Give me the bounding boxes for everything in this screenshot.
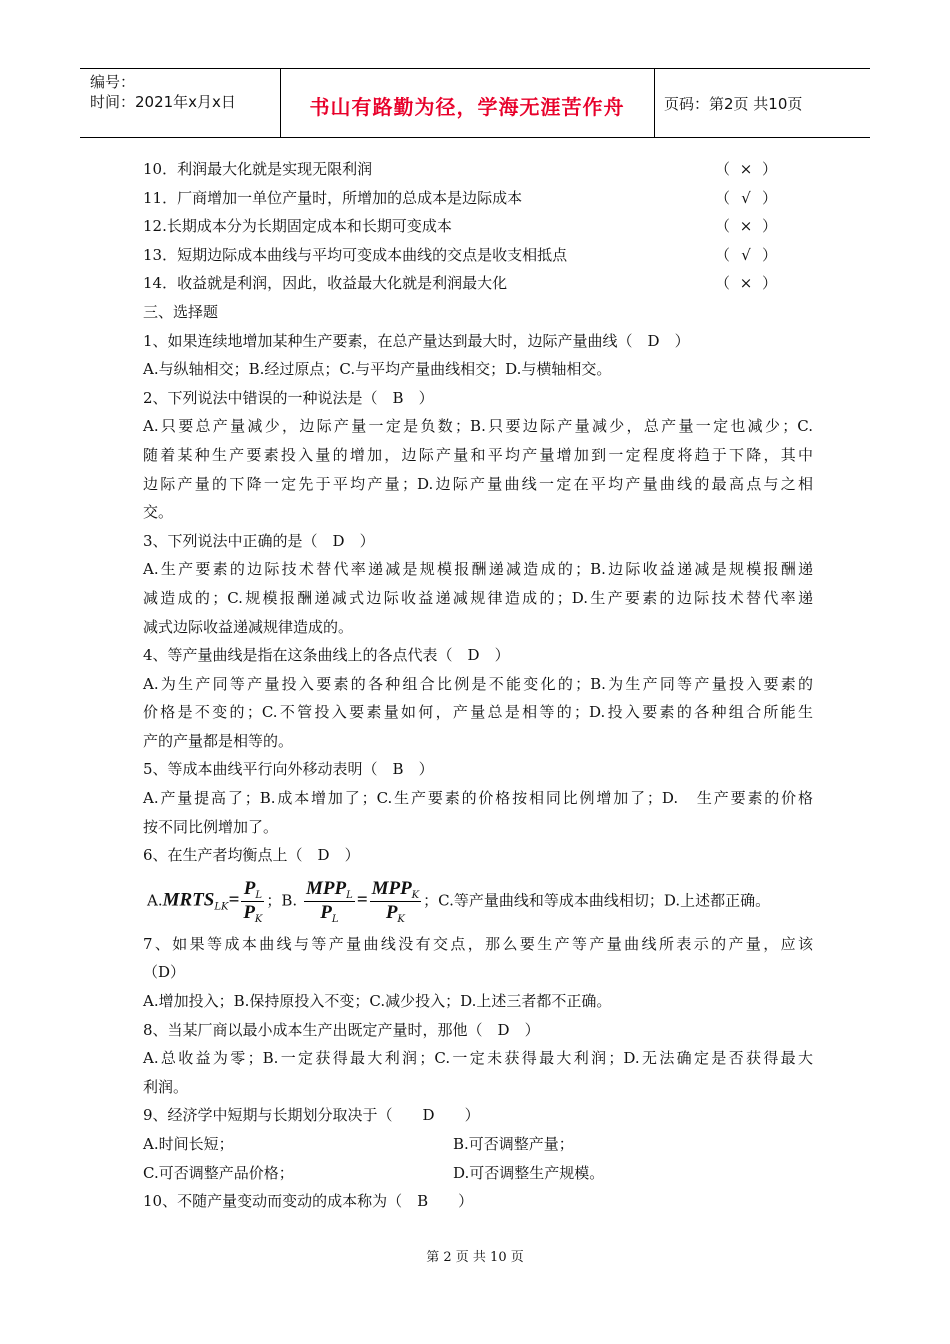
time-label: 时间：2021年x月x日 (90, 93, 236, 111)
question-9-row (143, 1130, 813, 1159)
judgment-text: 10．利润最大化就是实现无限利润 (143, 160, 373, 178)
question-2-line: 交。 (143, 503, 174, 522)
judgment-mark: √ (741, 188, 751, 207)
judgment-item (143, 269, 813, 298)
question-9-stem: 9、经济学中短期与长期划分取决于（ D ） (143, 1106, 480, 1125)
question-9-option-c: C.可否调整产品价格； (143, 1163, 294, 1182)
question-2-stem: 2、下列说法中错误的一种说法是（ B ） (143, 388, 434, 407)
judgment-answer: （ × ） (715, 217, 777, 236)
document-body (143, 155, 813, 1216)
mrts-symbol: MRTS (162, 889, 215, 911)
question-7-stem: 7、如果等成本曲线与等产量曲线没有交点，那么要生产等产量曲线所表示的产量，应该 (143, 934, 813, 953)
question-7-answer: （D） (143, 963, 186, 982)
question-5-line: 按不同比例增加了。 (143, 817, 279, 836)
motto-text: 书山有路勤为径，学海无涯苦作舟 (309, 95, 625, 119)
section-title: 三、选择题 (143, 302, 219, 321)
judgment-text: 12.长期成本分为长期固定成本和长期可变成本 (143, 217, 452, 236)
question-5-stem: 5、等成本曲线平行向外移动表明（ B ） (143, 760, 434, 779)
judgment-item (143, 184, 813, 213)
question-9-option-b: B.可否调整产量； (453, 1135, 574, 1153)
judgment-mark: × (739, 274, 753, 293)
header-motto-cell (280, 69, 655, 137)
judgment-answer: （ × ） (715, 160, 777, 178)
mpp-k-fraction: $\frac{MPP_K}{P_K}$ (371, 877, 420, 925)
question-4-stem: 4、等产量曲线是指在这条曲线上的各点代表（ D ） (143, 646, 510, 665)
judgment-mark: √ (741, 245, 751, 264)
judgment-list (143, 155, 813, 298)
question-3-stem: 3、下列说法中正确的是（ D ） (143, 531, 375, 550)
judgment-answer: （ √ ） (715, 188, 777, 207)
price-ratio-fraction: $\frac{P_L}{P_K}$ (243, 877, 263, 925)
question-10-stem: 10、不随产量变动而变动的成本称为（ B ） (143, 1192, 474, 1211)
page-footer: 第 2 页 共 10 页 (426, 1250, 524, 1265)
question-5-line: A.产量提高了；B.成本增加了；C.生产要素的价格按相同比例增加了；D. 生产要素的价格 (143, 789, 813, 808)
judgment-mark: × (739, 217, 753, 236)
question-1-options: A.与纵轴相交；B.经过原点；C.与平均产量曲线相交；D.与横轴相交。 (143, 360, 612, 379)
question-8-line: 利润。 (143, 1077, 189, 1096)
question-6-formula: $A.MRTS_{LK}=$ $\frac{P_L}{P_K}$ ；B. $\frac{MPP_L}{P_L}$ = $\frac{MPP_K}{P_K}$ ；C.等产量曲线和等成本曲线相切；D.上述都正确。 (147, 877, 771, 925)
question-3-line: 减造成的；C.规模报酬递减式边际收益递减规律造成的；D.生产要素的边际技术替代率递 (143, 588, 813, 607)
mrts-subscript: LK (214, 901, 229, 913)
judgment-mark: × (739, 160, 753, 178)
document-header (80, 68, 870, 138)
code-label: 编号： (90, 73, 136, 91)
judgment-text: 13．短期边际成本曲线与平均可变成本曲线的交点是收支相抵点 (143, 245, 568, 264)
option-b-prefix: ；B. (266, 891, 298, 910)
question-9-row (143, 1159, 813, 1188)
question-2-line: 随着某种生产要素投入量的增加，边际产量和平均产量增加到一定程度将趋于下降，其中 (143, 445, 813, 464)
question-4-line: 产的产量都是相等的。 (143, 731, 294, 750)
question-6-rest: ；C.等产量曲线和等成本曲线相切；D.上述都正确。 (423, 891, 771, 910)
question-1-stem: 1、如果连续地增加某种生产要素，在总产量达到最大时，边际产量曲线（ D ） (143, 331, 690, 350)
question-3-line: 减式边际收益递减规律造成的。 (143, 617, 354, 636)
question-4-line: A.为生产同等产量投入要素的各种组合比例是不能变化的；B.为生产同等产量投入要素的 (143, 674, 813, 693)
question-8-stem: 8、当某厂商以最小成本生产出既定产量时，那他（ D ） (143, 1020, 540, 1039)
option-a-prefix: A. (147, 891, 163, 910)
question-8-line: A.总收益为零；B.一定获得最大利润；C.一定未获得最大利润；D.无法确定是否获得最大 (143, 1049, 813, 1068)
question-2-line: A.只要总产量减少，边际产量一定是负数；B.只要边际产量减少，总产量一定也减少；C. (143, 417, 813, 436)
mpp-l-fraction: $\frac{MPP_L}{P_L}$ (305, 877, 353, 925)
judgment-answer: （ × ） (715, 274, 777, 293)
question-3-line: A.生产要素的边际技术替代率递减是规模报酬递减造成的；B.边际收益递减是规模报酬递 (143, 560, 813, 579)
judgment-text: 14．收益就是利润，因此，收益最大化就是利润最大化 (143, 274, 508, 293)
header-page-cell (654, 69, 870, 137)
page-code: 页码：第2页 共10页 (664, 95, 803, 113)
judgment-item (143, 155, 813, 184)
question-9-option-a: A.时间长短； (143, 1135, 234, 1153)
question-7-options: A.增加投入；B.保持原投入不变；C.减少投入；D.上述三者都不正确。 (143, 992, 612, 1011)
judgment-text: 11．厂商增加一单位产量时，所增加的总成本是边际成本 (143, 188, 523, 207)
question-6-stem: 6、在生产者均衡点上（ D ） (143, 846, 360, 865)
question-9-option-d: D.可否调整生产规模。 (453, 1163, 605, 1182)
judgment-answer: （ √ ） (715, 245, 777, 264)
header-meta-cell (80, 69, 281, 137)
judgment-item (143, 241, 813, 270)
question-2-line: 边际产量的下降一定先于平均产量；D.边际产量曲线一定在平均产量曲线的最高点与之相 (143, 474, 813, 493)
judgment-item (143, 212, 813, 241)
question-4-line: 价格是不变的；C.不管投入要素量如何，产量总是相等的；D.投入要素的各种组合所能生 (143, 703, 813, 722)
